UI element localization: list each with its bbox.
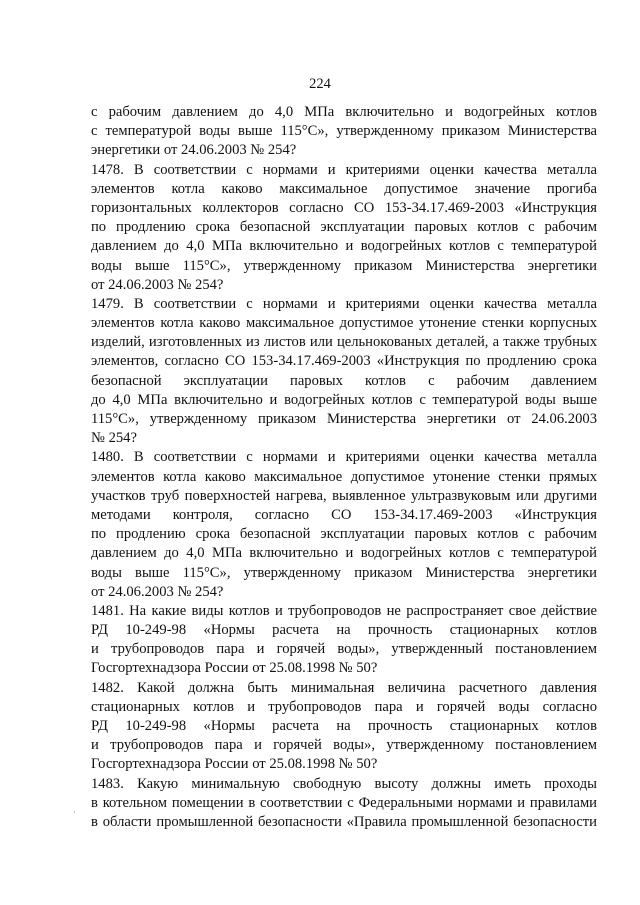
text-line: участков труб поверхностей нагрева, выявленное ультразвуковым или другими [91, 487, 597, 504]
text-line: элементов котла каково максимальное допустимое значение прогиба [91, 180, 597, 197]
text-line: стационарных котлов и трубопроводов пара и горячей воды согласно [91, 698, 597, 715]
text-line: элементов, согласно СО 153-34.17.469-2003 «Инструкция по продлению срока [91, 353, 597, 370]
text-line: Госгортехнадзора России от 25.08.1998 № 50? [91, 756, 378, 773]
page-number: 224 [309, 76, 331, 92]
text-line: 1481. На какие виды котлов и трубопроводов не распространяет свое действие [91, 602, 597, 619]
text-line: 1478. В соответствии с нормами и критериями оценки качества металла [91, 161, 597, 178]
text-line: и трубопроводов пара и горячей воды», утвержденному постановлением [91, 737, 597, 754]
text-line: по продлению срока безопасной эксплуатации паровых котлов с рабочим [91, 219, 597, 236]
text-line: от 24.06.2003 № 254? [91, 583, 224, 600]
text-line: изделий, изготовленных из листов или цельнокованых деталей, а также трубных [91, 334, 597, 351]
text-line: РД 10-249-98 «Нормы расчета на прочность стационарных котлов [91, 718, 597, 734]
document-body [91, 103, 597, 832]
text-line: и трубопроводов пара и горячей воды», утвержденный постановлением [91, 641, 597, 658]
text-line: Госгортехнадзора России от 25.08.1998 № 50? [91, 660, 378, 677]
text-line: горизонтальных коллекторов согласно СО 153-34.17.469-2003 «Инструкция [91, 199, 597, 216]
text-line: давлением до 4,0 МПа включительно и водогрейных котлов с температурой [91, 545, 597, 562]
text-line: безопасной эксплуатации паровых котлов с рабочим давлением [91, 372, 597, 389]
text-line: РД 10-249-98 «Нормы расчета на прочность стационарных котлов [91, 622, 597, 639]
text-line: с температурой воды выше 115°С», утвержденному приказом Министерства [91, 123, 597, 140]
text-line: давлением до 4,0 МПа включительно и водогрейных котлов с температурой [91, 238, 597, 255]
text-line: в котельном помещении в соответствии с Федеральными нормами и правилами [91, 794, 597, 811]
text-line: методами контроля, согласно СО 153-34.17.469-2003 «Инструкция [91, 506, 597, 523]
text-line: по продлению срока безопасной эксплуатации паровых котлов с рабочим [91, 526, 597, 543]
text-line: № 254? [91, 430, 137, 447]
text-line: 115°С», утвержденному приказом Министерства энергетики от 24.06.2003 [91, 411, 597, 427]
text-line: 1482. Какой должна быть минимальная величина расчетного давления [91, 679, 597, 696]
text-line: элементов котла каково максимальное допустимое утонение стенки корпусных [91, 315, 597, 332]
text-line: 1479. В соответствии с нормами и критериями оценки качества металла [91, 295, 597, 312]
text-line: 1483. Какую минимальную свободную высоту должны иметь проходы [91, 775, 597, 792]
text-line: воды выше 115°С», утвержденному приказом Министерства энергетики [91, 257, 597, 274]
text-line: до 4,0 МПа включительно и водогрейных котлов с температурой воды выше [91, 391, 597, 408]
scan-speck-mark: · [73, 808, 76, 817]
text-line: от 24.06.2003 № 254? [91, 276, 224, 293]
text-line: в области промышленной безопасности «Правила промышленной безопасности [91, 813, 597, 830]
text-line: энергетики от 24.06.2003 № 254? [91, 142, 297, 159]
text-line: воды выше 115°С», утвержденному приказом Министерства энергетики [91, 564, 597, 581]
text-line: элементов котла каково максимальное допустимое утонение стенки прямых [91, 468, 597, 485]
text-line: с рабочим давлением до 4,0 МПа включительно и водогрейных котлов [91, 104, 597, 120]
text-line: 1480. В соответствии с нормами и критериями оценки качества металла [91, 449, 597, 466]
